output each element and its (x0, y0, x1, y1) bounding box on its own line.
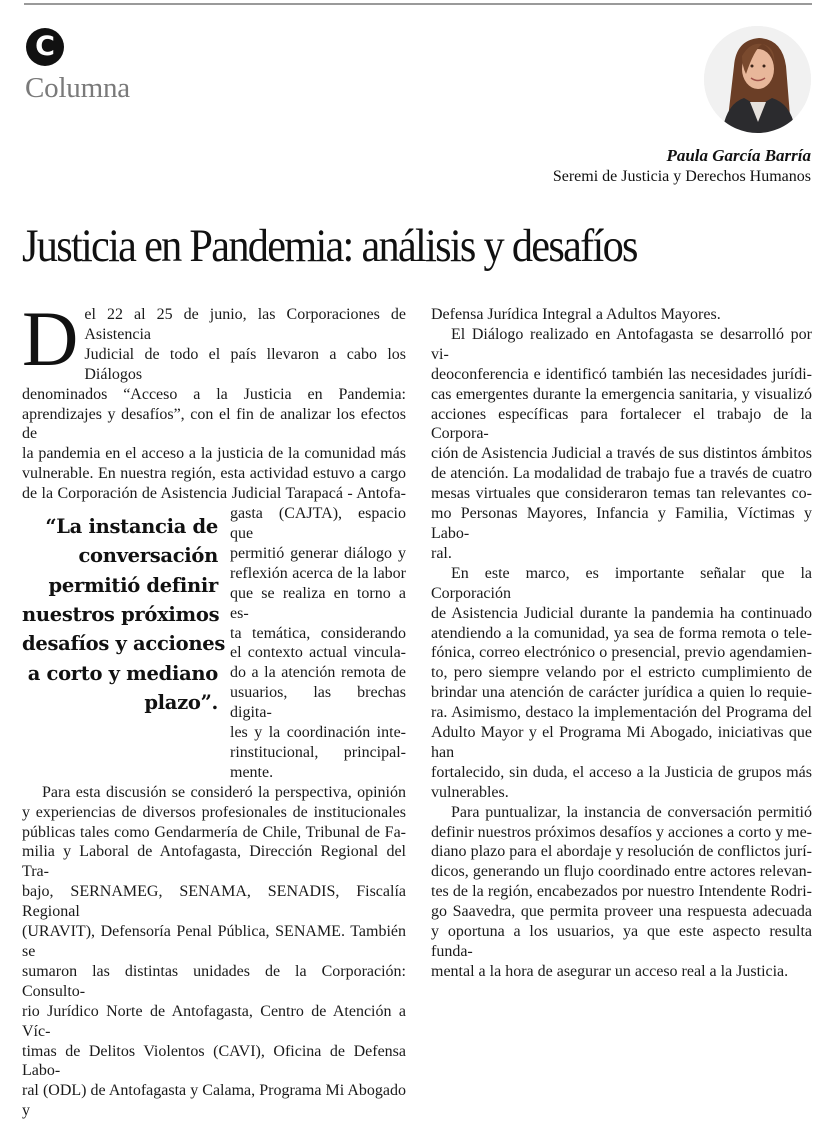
body-line: de Asistencia Judicial durante la pandemia ha continuado (431, 604, 812, 622)
author-portrait-icon (704, 26, 811, 133)
section-badge-icon: C (26, 28, 64, 66)
body-line: la pandemia en el acceso a la justicia de la comunidad más (22, 445, 406, 463)
body-line: En este marco, es importante señalar que la Corporación (431, 564, 812, 602)
body-line: permitió generar diálogo y (230, 544, 406, 562)
body-line: do a la atención remota de (230, 664, 406, 682)
body-line: el 22 al 25 de junio, las Corporaciones de Asistencia (84, 306, 406, 343)
author-name: Paula García Barría (666, 146, 811, 165)
body-line: brindar una atención de carácter jurídica a quien lo requie- (431, 684, 812, 702)
body-line: Adulto Mayor y el Programa Mi Abogado, iniciativas que han (431, 724, 812, 761)
body-line: definir nuestros próximos desafíos y acciones a corto y me- (431, 823, 812, 841)
beside-quote-text (230, 504, 406, 783)
body-line: mental a la hora de asegurar un acceso real a la Justicia. (431, 962, 789, 980)
body-line: cas emergentes durante la emergencia sanitaria, y visualizó (431, 385, 812, 403)
body-line: El Diálogo realizado en Antofagasta se desarrolló por vi- (431, 325, 812, 363)
section-label: Columna (25, 72, 130, 104)
paragraph (431, 564, 812, 803)
body-line: mo Personas Mayores, Infancia y Familia, Víctimas y Labo- (431, 505, 812, 542)
body-line: denominados “Acceso a la Justicia en Pandemia: (22, 385, 406, 403)
author-role: Seremi de Justicia y Derechos Humanos (552, 168, 811, 185)
body-line: ción de Asistencia Judicial a través de sus distintos ámbitos (431, 445, 812, 463)
body-line: diano plazo para el abordaje y resolución de conflictos jurí- (431, 843, 812, 861)
body-line: ra. Asimismo, destaco la implementación del Programa del (431, 704, 812, 722)
body-line: go Saavedra, que permita proveer una respuesta adecuada (431, 903, 812, 921)
body-line: dicos, generando un flujo coordinado entre actores relevan- (431, 863, 812, 881)
body-line: Para esta discusión se consideró la perspectiva, opinión (42, 783, 406, 801)
body-line: vulnerables. (431, 783, 509, 801)
pull-quote-line: desafíos y acciones (22, 632, 226, 656)
body-line: el contexto actual vincula- (230, 644, 406, 662)
body-line: Para puntualizar, la instancia de conversación permitió (451, 803, 812, 821)
body-line: milia y Laboral de Antofagasta, Dirección Regional del Tra- (22, 843, 406, 881)
body-line: to, pero siempre velando por el estricto cumplimiento de (431, 664, 812, 682)
body-line: aprendizajes y desafíos”, con el fin de analizar los efectos de (22, 405, 406, 443)
body-line: de atención. La modalidad de trabajo fue a través de cuatro (431, 465, 812, 483)
body-line: ral. (431, 544, 452, 562)
pull-quote-line: nuestros próximos (22, 602, 220, 626)
body-line: atendiendo a la comunidad, ya sea de forma remota o tele- (431, 624, 812, 642)
pull-quote-line: plazo”. (144, 690, 218, 714)
pull-quote-line: permitió definir (48, 573, 218, 597)
body-line: tes de la región, encabezados por nuestro Intendente Rodri- (431, 883, 812, 901)
body-line: públicas tales como Gendarmería de Chile, Tribunal de Fa- (22, 823, 406, 841)
body-line: mente. (230, 763, 274, 781)
body-line: Defensa Jurídica Integral a Adultos Mayores. (431, 306, 721, 323)
drop-cap: D (22, 295, 79, 382)
pull-quote-line: conversación (78, 544, 218, 568)
body-line: rinstitucional, principal- (230, 743, 406, 761)
body-line: ral (ODL) de Antofagasta y Calama, Programa Mi Abogado y (22, 1082, 406, 1120)
body-line: sumaron las distintas unidades de la Corporación: Consulto- (22, 962, 406, 1000)
body-line: acciones específicas para fortalecer el trabajo de la Corpora- (431, 405, 812, 443)
article-column-left (22, 295, 406, 1121)
paragraph (431, 325, 812, 564)
body-line: deoconferencia e identificó también las necesidades jurídi- (431, 365, 812, 383)
pull-quote (22, 504, 226, 717)
body-line: que se realiza en torno a es- (230, 584, 406, 622)
paragraph (431, 803, 812, 982)
pull-quote-line: a corto y mediano (27, 661, 218, 685)
paragraph (22, 783, 406, 1121)
article-column-right (431, 305, 812, 982)
top-divider (24, 3, 812, 5)
body-line: ta temática, considerando (230, 624, 406, 642)
article-headline: Justicia en Pandemia: análisis y desafíos (22, 220, 637, 272)
body-line: reflexión acerca de la labor (230, 564, 406, 582)
body-line: y experiencias de diversos profesionales de institucionales (22, 803, 406, 821)
body-line: usuarios, las brechas digita- (230, 684, 406, 722)
body-line: fónica, correo electrónico o presencial, previo agendamien- (431, 644, 812, 662)
body-line: fortalecido, sin duda, el acceso a la Justicia de grupos más (431, 763, 812, 781)
body-line: Judicial de todo el país llevaron a cabo los Diálogos (84, 345, 406, 383)
body-line: vulnerable. En nuestra región, esta actividad estuvo a cargo (22, 465, 406, 483)
body-line: mesas virtuales que consideraron temas tan relevantes co- (431, 485, 812, 503)
body-line: rio Jurídico Norte de Antofagasta, Centro de Atención a Víc- (22, 1002, 406, 1040)
author-portrait-svg (704, 26, 811, 133)
body-line: bajo, SERNAMEG, SENAMA, SENADIS, Fiscalía Regional (22, 883, 406, 921)
body-line: de la Corporación de Asistencia Judicial Tarapacá - Antofa- (22, 485, 406, 503)
body-line: (URAVIT), Defensoría Penal Pública, SENAME. También se (22, 923, 406, 960)
body-line: timas de Delitos Violentos (CAVI), Oficina de Defensa Labo- (22, 1042, 406, 1080)
body-line: gasta (CAJTA), espacio que (230, 505, 406, 542)
body-line: les y la coordinación inte- (230, 724, 406, 742)
pull-quote-line: “La instancia de (45, 515, 218, 539)
body-line: y oportuna a los usuarios, ya que este aspecto resulta funda- (431, 923, 812, 960)
